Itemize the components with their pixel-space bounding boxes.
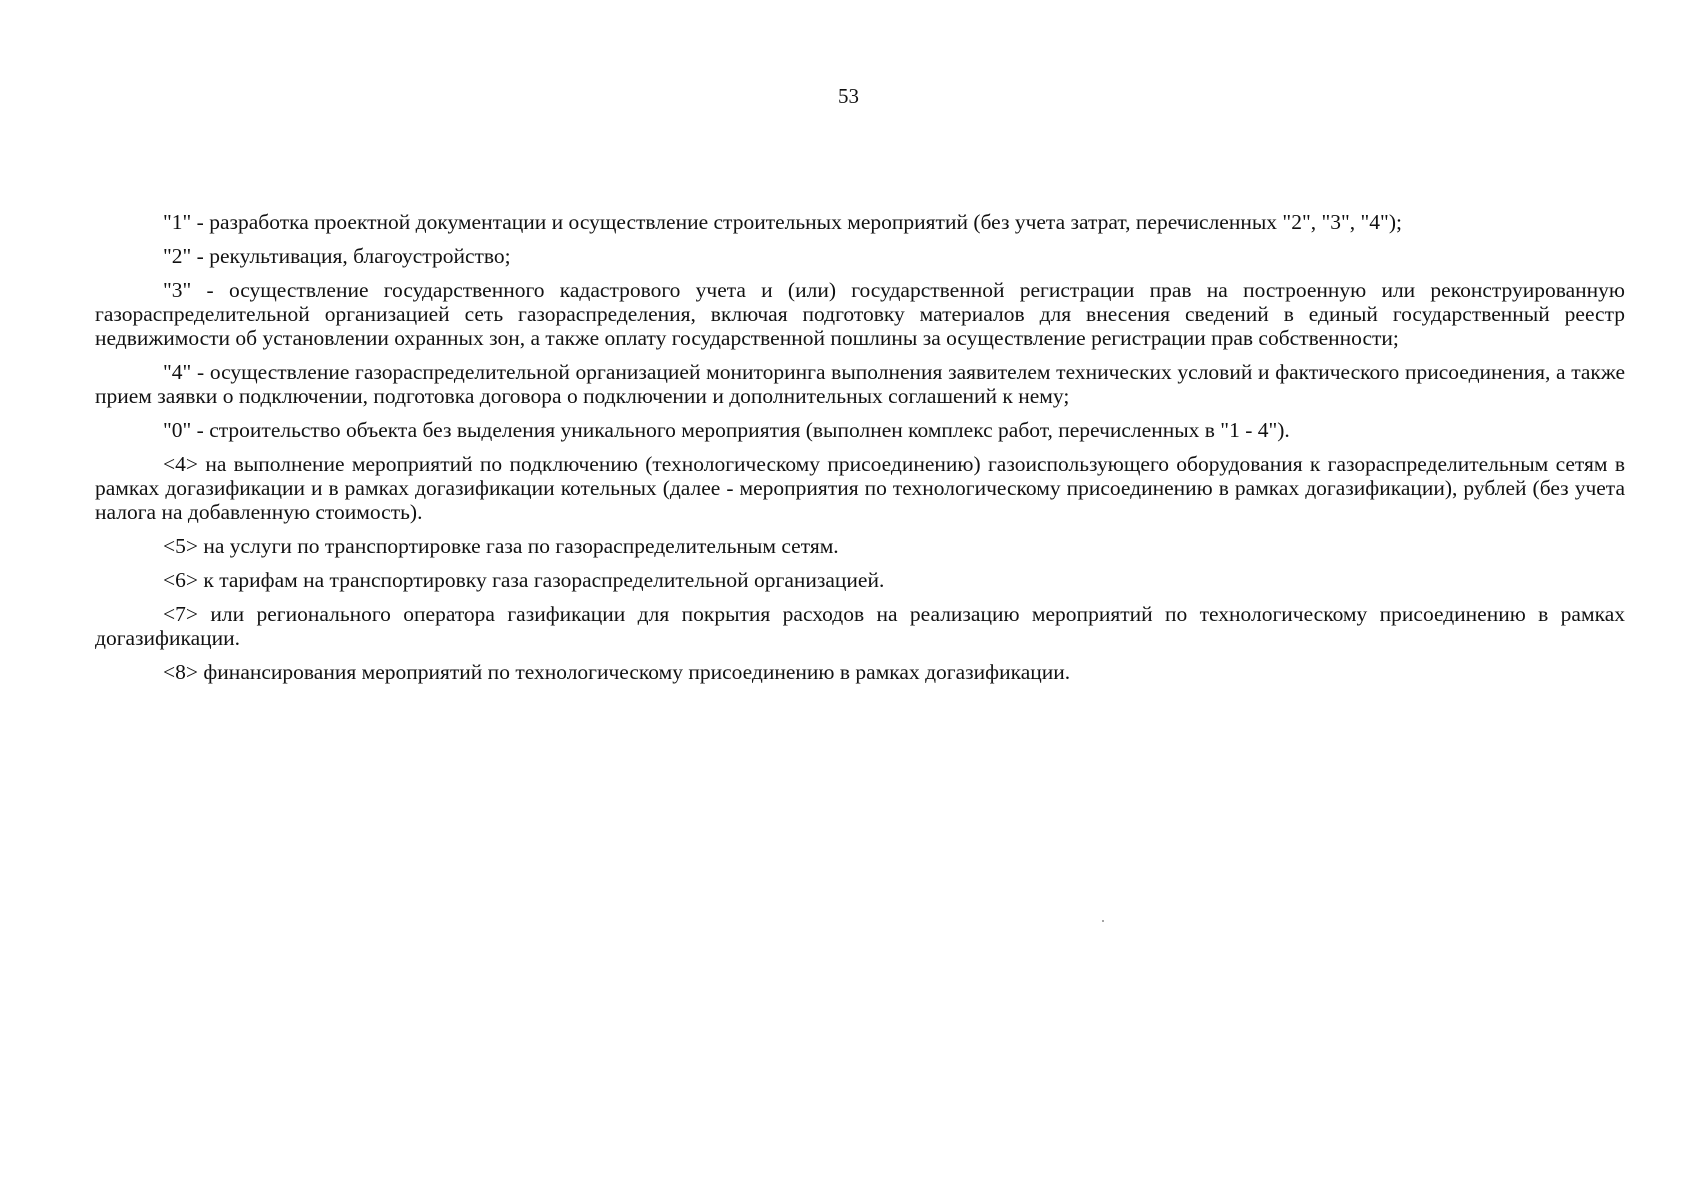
footnote-6: <6> к тарифам на транспортировку газа газораспределительной организацией. [163,568,885,592]
note-2-recultivation: "2" - рекультивация, благоустройство; [163,244,511,268]
footnote-8: <8> финансирования мероприятий по технологическому присоединению в рамках догазификации. [163,660,1071,684]
document-body [95,210,1625,694]
note-1-design-construction: "1" - разработка проектной документации и осуществление строительных мероприятий (без учета затрат, перечисленных "2", "3", "4"); [163,210,1402,234]
footnote-7: <7> или регионального оператора газификации для покрытия расходов на реализацию мероприятий по технологическому присоединению в рамках догазификации. [95,602,1625,650]
note-4-monitoring: "4" - осуществление газораспределительной организацией мониторинга выполнения заявителем технических условий и фактического присоединения, а также прием заявки о подключении, подготовка договора о подключении и дополнительных соглашений к нему; [95,360,1625,408]
footnote-4: <4> на выполнение мероприятий по подключению (технологическому присоединению) газоиспользующего оборудования к газораспределительным сетям в рамках догазификации и в рамках догазификации котельных (далее - мероприятия по технологическому присоединению в рамках догазификации), рублей (без учета налога на добавленную стоимость). [95,452,1625,524]
note-0-construction-object: "0" - строительство объекта без выделения уникального мероприятия (выполнен комплекс работ, перечисленных в "1 - 4"). [163,418,1290,442]
scan-speck [1102,920,1104,922]
note-3-cadastral-registration: "3" - осуществление государственного кадастрового учета и (или) государственной регистрации прав на построенную или реконструированную газораспределительной организацией сеть газораспределения, включая подготовку материалов для внесения сведений в единый государственный реестр недвижимости об установлении охранных зон, а также оплату государственной пошлины за осуществление регистрации прав собственности; [95,278,1625,350]
footnote-5: <5> на услуги по транспортировке газа по газораспределительным сетям. [163,534,839,558]
page-number: 53 [838,84,859,108]
